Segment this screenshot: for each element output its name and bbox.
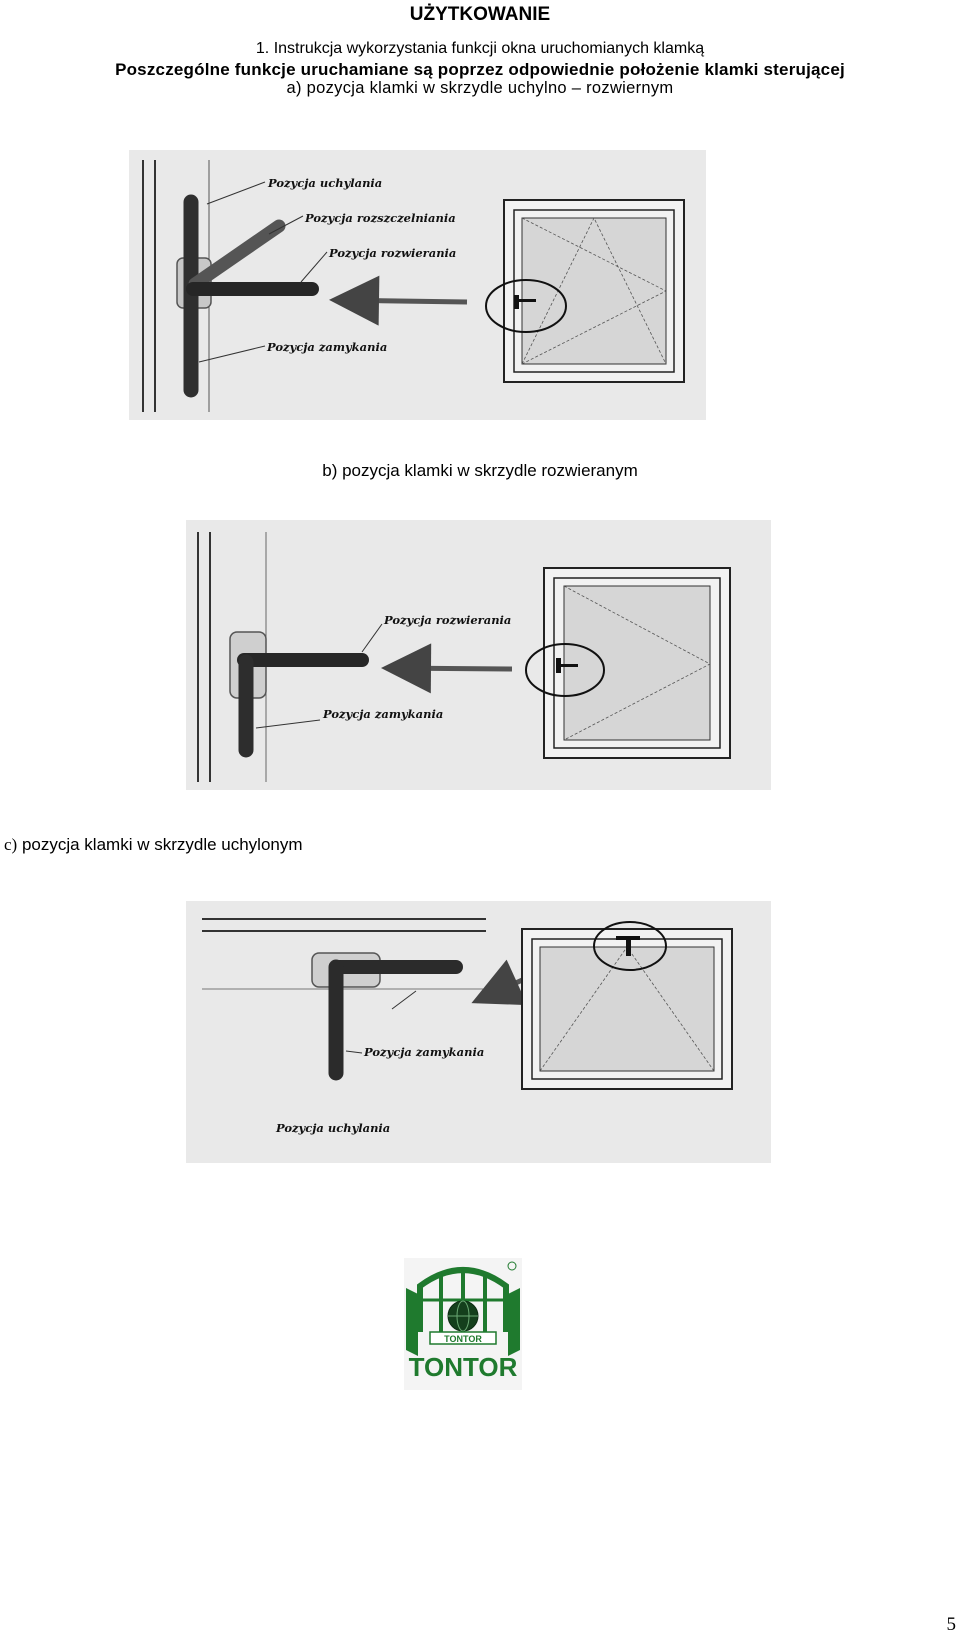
figure-turn-handle (186, 520, 771, 790)
section-c-caption: c) pozycja klamki w skrzydle uchylonym (4, 835, 303, 854)
label-open-position: Pozycja rozwierania (329, 246, 457, 260)
arrow-to-handle (334, 300, 467, 302)
leader-line (301, 252, 327, 282)
section-a-caption: a) pozycja klamki w skrzydle uchylno – rozwiernym (286, 79, 674, 97)
logo-left-shutter (406, 1288, 418, 1356)
leader-line (392, 991, 416, 1009)
arrow-to-handle (386, 668, 512, 669)
instruction-heading: 1. Instrukcja wykorzystania funkcji okna uruchomianych klamką (255, 40, 705, 57)
registered-mark-icon (508, 1262, 516, 1270)
label-close-position: Pozycja zamykania (323, 707, 444, 721)
label-unseal-position: Pozycja rozszczelniania (305, 211, 456, 225)
window-glass (564, 586, 710, 740)
handle-unseal-position (195, 226, 279, 284)
section-b-caption: b) pozycja klamki w skrzydle rozwieranym (322, 461, 638, 480)
leader-line (346, 1051, 362, 1053)
window-glass (522, 218, 666, 364)
window-glass (540, 947, 714, 1071)
label-tilt-position: Pozycja uchylania (268, 176, 383, 190)
logo-right-shutter (508, 1288, 520, 1356)
label-close-position: Pozycja zamykania (364, 1045, 485, 1059)
label-tilt-position: Pozycja uchylania (276, 1121, 391, 1135)
label-close-position: Pozycja zamykania (267, 340, 388, 354)
functions-subheading: Poszczególne funkcje uruchamiane są poprzez odpowiednie położenie klamki sterującej (115, 60, 845, 79)
figure-tilt-handle (186, 901, 771, 1163)
page-title: UŻYTKOWANIE (409, 4, 551, 25)
page-number: 5 (946, 1614, 956, 1635)
leader-line (362, 624, 382, 652)
leader-line (207, 182, 265, 204)
svg-text:TONTOR: TONTOR (444, 1334, 482, 1344)
logo-brand-text: TONTOR (408, 1352, 518, 1382)
figure-tilt-turn-handle (129, 150, 706, 420)
label-open-position: Pozycja rozwierania (384, 613, 512, 627)
tontor-logo (404, 1258, 522, 1390)
